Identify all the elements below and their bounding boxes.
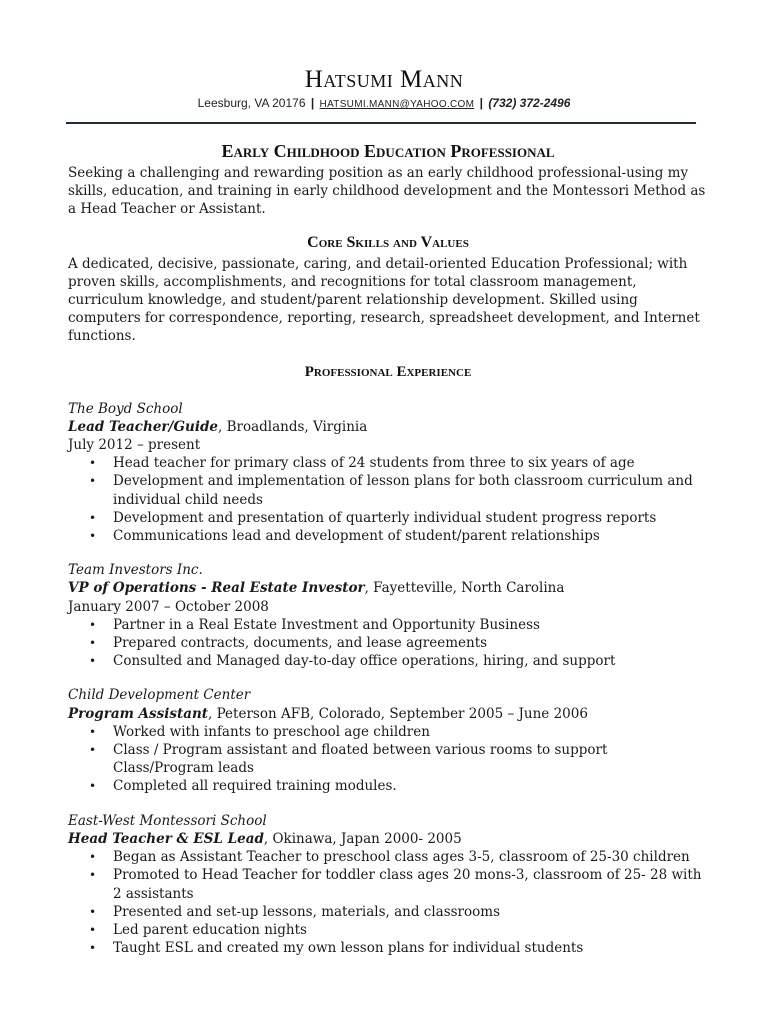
job-role-line [68,579,708,597]
header-divider [66,122,696,124]
job-dates: July 2012 – present [68,437,201,454]
job-role-line [68,418,708,436]
list-item: • Development and implementation of lesson plans for both classroom curriculum and individual child needs [113,472,708,508]
job-entry [68,686,708,795]
list-item: • Promoted to Head Teacher for toddler class ages 20 mons-3, classroom of 25- 28 with 2 assistants [113,866,708,902]
job-bullets [68,723,708,796]
list-item: • Consulted and Managed day-to-day office operations, hiring, and support [113,652,708,670]
list-item: • Class / Program assistant and floated between various rooms to support Class/Program leads [113,741,708,777]
objective-title: Early Childhood Education Professional [221,141,555,161]
job-bullets [68,454,708,545]
separator: | [310,96,315,110]
list-item: • Presented and set-up lessons, materials, and classrooms [113,903,708,921]
job-organization: East-West Montessori School [68,812,267,829]
email-link[interactable]: HATSUMI.MANN@YAHOO.COM [319,99,475,110]
job-details: , Okinawa, Japan 2000- 2005 [263,830,462,847]
list-item: • Prepared contracts, documents, and lease agreements [113,634,708,652]
job-details: , Broadlands, Virginia [217,418,368,435]
job-role: Head Teacher & ESL Lead [68,830,264,847]
list-item: • Development and presentation of quarterly individual student progress reports [113,509,708,527]
resume-body [68,140,708,973]
skills-title: Core Skills and Values [307,233,469,251]
list-item: • Began as Assistant Teacher to preschool class ages 3-5, classroom of 25-30 children [113,848,708,866]
experience-title: Professional Experience [304,363,472,380]
applicant-name: Hatsumi Mann [304,66,464,93]
list-item: • Completed all required training modules. [113,777,708,795]
contact-line [0,96,768,110]
job-details: , Fayetteville, North Carolina [364,580,565,597]
job-dates: January 2007 – October 2008 [68,598,269,615]
job-organization: The Boyd School [68,400,183,417]
job-entry [68,400,708,546]
job-organization: Child Development Center [68,687,251,704]
job-bullets [68,848,708,957]
job-role: VP of Operations - Real Estate Investor [68,580,365,597]
list-item: • Worked with infants to preschool age children [113,723,708,741]
list-item: • Led parent education nights [113,921,708,939]
job-details: , Peterson AFB, Colorado, September 2005 – June 2006 [208,705,588,722]
job-entry [68,561,708,670]
objective-text: Seeking a challenging and rewarding position as an early childhood professional-using my skills, education, and training in early childhood development and the Montessori Method as a Head Teacher or Assistant. [68,165,706,218]
job-role-line [68,830,708,848]
job-role-line [68,705,708,723]
phone-number: (732) 372-2496 [488,96,571,110]
job-bullets [68,616,708,671]
list-item: • Taught ESL and created my own lesson plans for individual students [113,939,708,957]
list-item: • Communications lead and development of student/parent relationships [113,527,708,545]
job-role: Program Assistant [68,705,208,722]
job-role: Lead Teacher/Guide [68,418,218,435]
separator: | [479,96,483,110]
skills-text: A dedicated, decisive, passionate, caring, and detail-oriented Education Professional; with proven skills, accomplishments, and recognitions for total classroom management, curriculum knowledge, and student/parent relationship development. Skilled using computers for correspondence, reporting, research, spreadsheet development, and Internet functions. [68,255,700,345]
list-item: • Head teacher for primary class of 24 students from three to six years of age [113,454,708,472]
location: Leesburg, VA 20176 [197,96,306,110]
list-item: • Partner in a Real Estate Investment and Opportunity Business [113,616,708,634]
job-organization: Team Investors Inc. [68,562,203,579]
job-entry [68,812,708,958]
